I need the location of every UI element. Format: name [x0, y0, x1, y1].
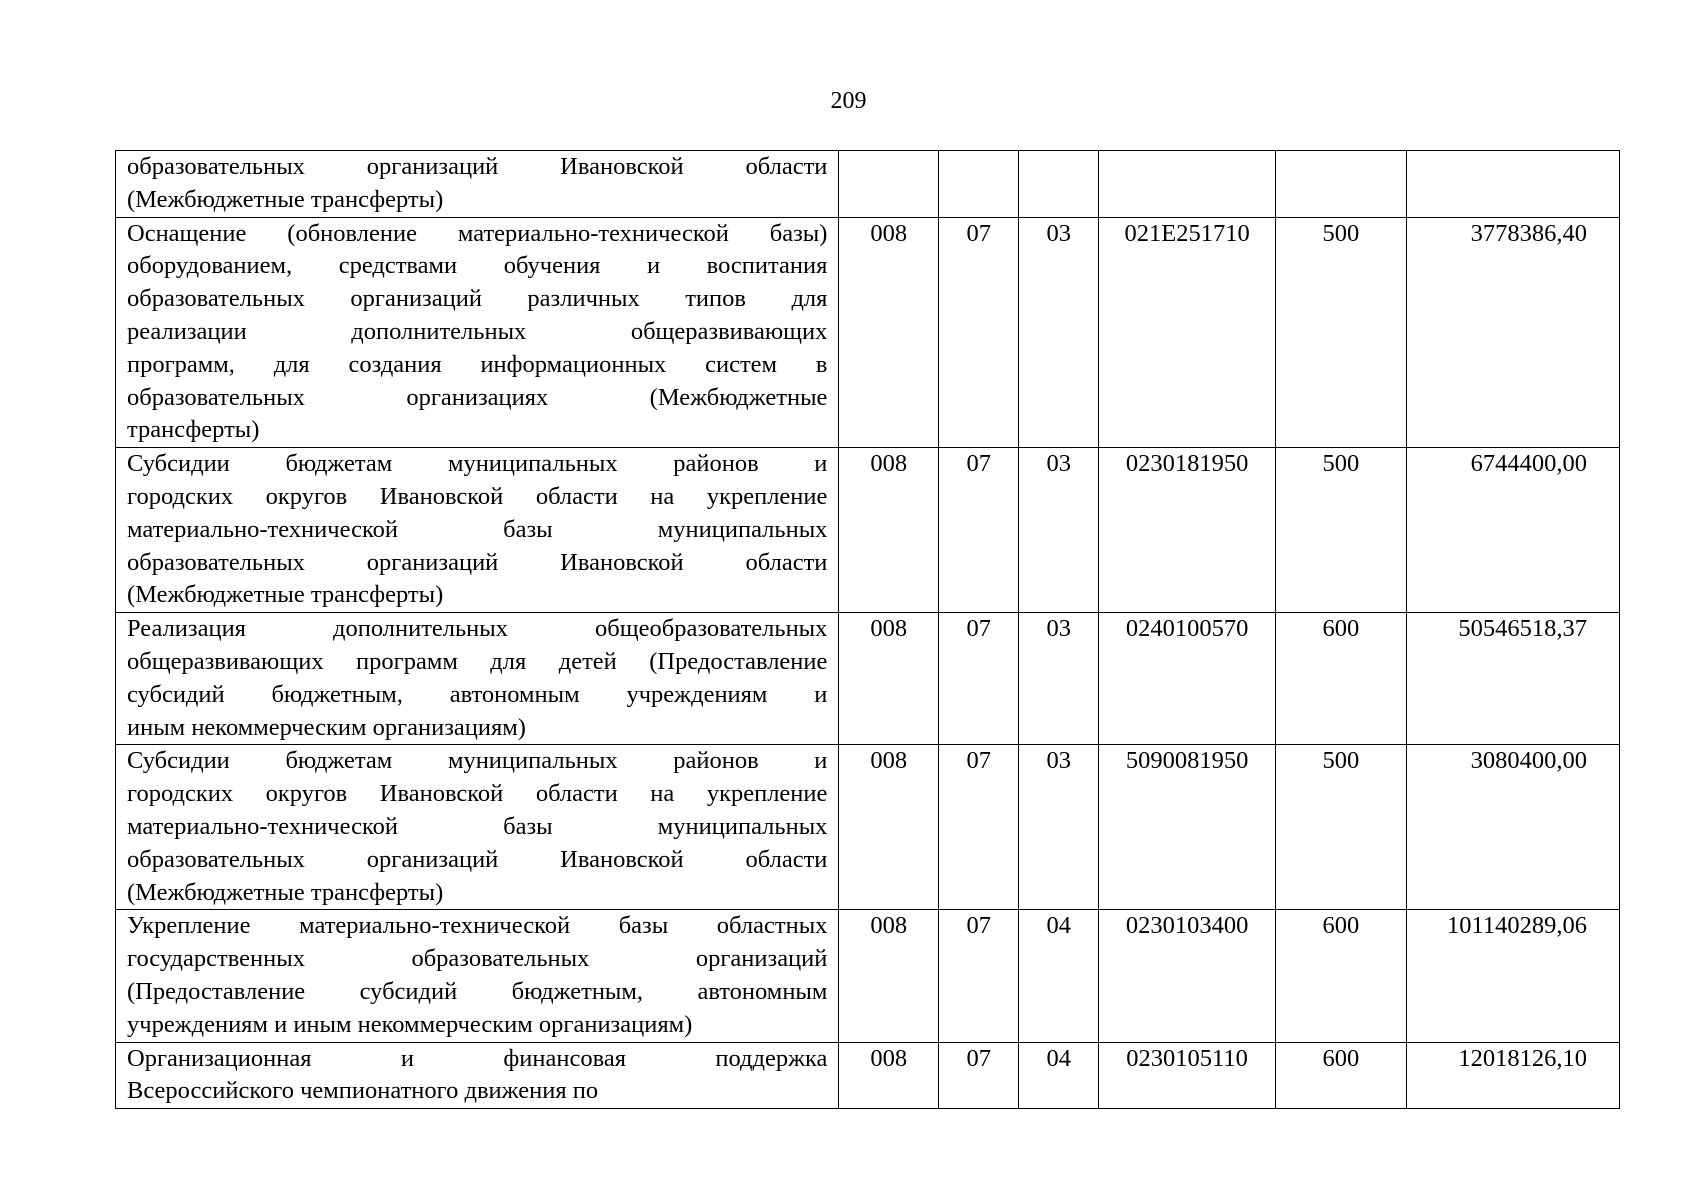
cell-expense-type: 600: [1275, 613, 1406, 745]
description-line: оборудованием, средствами обучения и воспитания: [127, 252, 828, 280]
description-line: (Предоставление субсидий бюджетным, автономным: [127, 977, 828, 1005]
cell-subsection-code: 03: [1019, 448, 1099, 613]
cell-section-code: 07: [939, 448, 1019, 613]
table-row: [116, 151, 1620, 218]
table-row: [116, 910, 1620, 1042]
cell-ministry-code: 008: [839, 613, 939, 745]
table-row: [116, 448, 1620, 613]
cell-subsection-code: 04: [1019, 1042, 1099, 1109]
description-line: реализации дополнительных общеразвивающих: [127, 317, 828, 345]
cell-expense-type: [1275, 151, 1406, 218]
table-row: [116, 745, 1620, 910]
cell-section-code: 07: [939, 910, 1019, 1042]
cell-ministry-code: 008: [839, 745, 939, 910]
description-line: учреждениям и иным некоммерческим организациям): [127, 1010, 693, 1038]
description-line: Субсидии бюджетам муниципальных районов и: [127, 450, 828, 478]
description-line: образовательных организаций Ивановской области: [127, 153, 828, 180]
table-row: [116, 1042, 1620, 1109]
description-line: материально-технической базы муниципальных: [127, 812, 828, 840]
cell-ministry-code: 008: [839, 448, 939, 613]
cell-description: [116, 151, 839, 218]
description-line: образовательных организациях (Межбюджетные: [127, 383, 828, 411]
page-number: 209: [830, 88, 867, 114]
table-body: [116, 151, 1620, 1109]
cell-target-article: 5090081950: [1099, 745, 1276, 910]
description-line: городских округов Ивановской области на укрепление: [127, 780, 828, 808]
cell-target-article: 0240100570: [1099, 613, 1276, 745]
cell-target-article: 0230105110: [1099, 1042, 1276, 1109]
cell-expense-type: 600: [1275, 910, 1406, 1042]
cell-ministry-code: 008: [839, 1042, 939, 1109]
cell-amount: 50546518,37: [1406, 613, 1619, 745]
cell-subsection-code: 03: [1019, 745, 1099, 910]
description-line: государственных образовательных организаций: [127, 945, 828, 973]
table-row: [116, 217, 1620, 448]
cell-subsection-code: 03: [1019, 217, 1099, 448]
description-line: образовательных организаций Ивановской области: [127, 845, 828, 873]
description-line: Реализация дополнительных общеобразовательных: [127, 615, 828, 643]
description-line: Всероссийского чемпионатного движения по: [127, 1077, 599, 1105]
cell-amount: 3778386,40: [1406, 217, 1619, 448]
cell-section-code: 07: [939, 217, 1019, 448]
description-line: Организационная и финансовая поддержка: [127, 1044, 828, 1072]
cell-expense-type: 500: [1275, 745, 1406, 910]
cell-expense-type: 500: [1275, 448, 1406, 613]
description-line: образовательных организаций различных типов для: [127, 285, 828, 313]
cell-section-code: 07: [939, 613, 1019, 745]
cell-amount: [1406, 151, 1619, 218]
cell-amount: 12018126,10: [1406, 1042, 1619, 1109]
cell-target-article: [1099, 151, 1276, 218]
cell-ministry-code: 008: [839, 910, 939, 1042]
description-line: Субсидии бюджетам муниципальных районов и: [127, 747, 828, 775]
description-line: субсидий бюджетным, автономным учреждениям и: [127, 680, 828, 708]
table-row: [116, 613, 1620, 745]
cell-target-article: 0230181950: [1099, 448, 1276, 613]
cell-section-code: [939, 151, 1019, 218]
description-line: Оснащение (обновление материально-технической базы): [127, 219, 828, 247]
cell-description: [116, 910, 839, 1042]
description-line: материально-технической базы муниципальных: [127, 515, 828, 543]
cell-amount: 6744400,00: [1406, 448, 1619, 613]
description-line: общеразвивающих программ для детей (Предоставление: [127, 647, 828, 675]
cell-subsection-code: 03: [1019, 613, 1099, 745]
cell-subsection-code: 04: [1019, 910, 1099, 1042]
cell-section-code: 07: [939, 1042, 1019, 1109]
description-line: городских округов Ивановской области на укрепление: [127, 482, 828, 510]
description-line: Укрепление материально-технической базы областных: [127, 912, 828, 940]
cell-amount: 3080400,00: [1406, 745, 1619, 910]
cell-ministry-code: [839, 151, 939, 218]
budget-table: [115, 150, 1620, 1109]
cell-ministry-code: 008: [839, 217, 939, 448]
cell-target-article: 0230103400: [1099, 910, 1276, 1042]
cell-section-code: 07: [939, 745, 1019, 910]
description-line: образовательных организаций Ивановской области: [127, 548, 828, 576]
description-line: (Межбюджетные трансферты): [127, 878, 444, 906]
cell-target-article: 021E251710: [1099, 217, 1276, 448]
cell-description: [116, 1042, 839, 1109]
description-line: (Межбюджетные трансферты): [127, 581, 444, 609]
cell-expense-type: 500: [1275, 217, 1406, 448]
cell-expense-type: 600: [1275, 1042, 1406, 1109]
cell-amount: 101140289,06: [1406, 910, 1619, 1042]
cell-description: [116, 745, 839, 910]
cell-description: [116, 217, 839, 448]
description-line: (Межбюджетные трансферты): [127, 185, 444, 213]
cell-description: [116, 448, 839, 613]
description-line: программ, для создания информационных систем в: [127, 350, 828, 378]
cell-subsection-code: [1019, 151, 1099, 218]
description-line: иным некоммерческим организациям): [127, 713, 526, 741]
description-line: трансферты): [127, 416, 260, 444]
cell-description: [116, 613, 839, 745]
